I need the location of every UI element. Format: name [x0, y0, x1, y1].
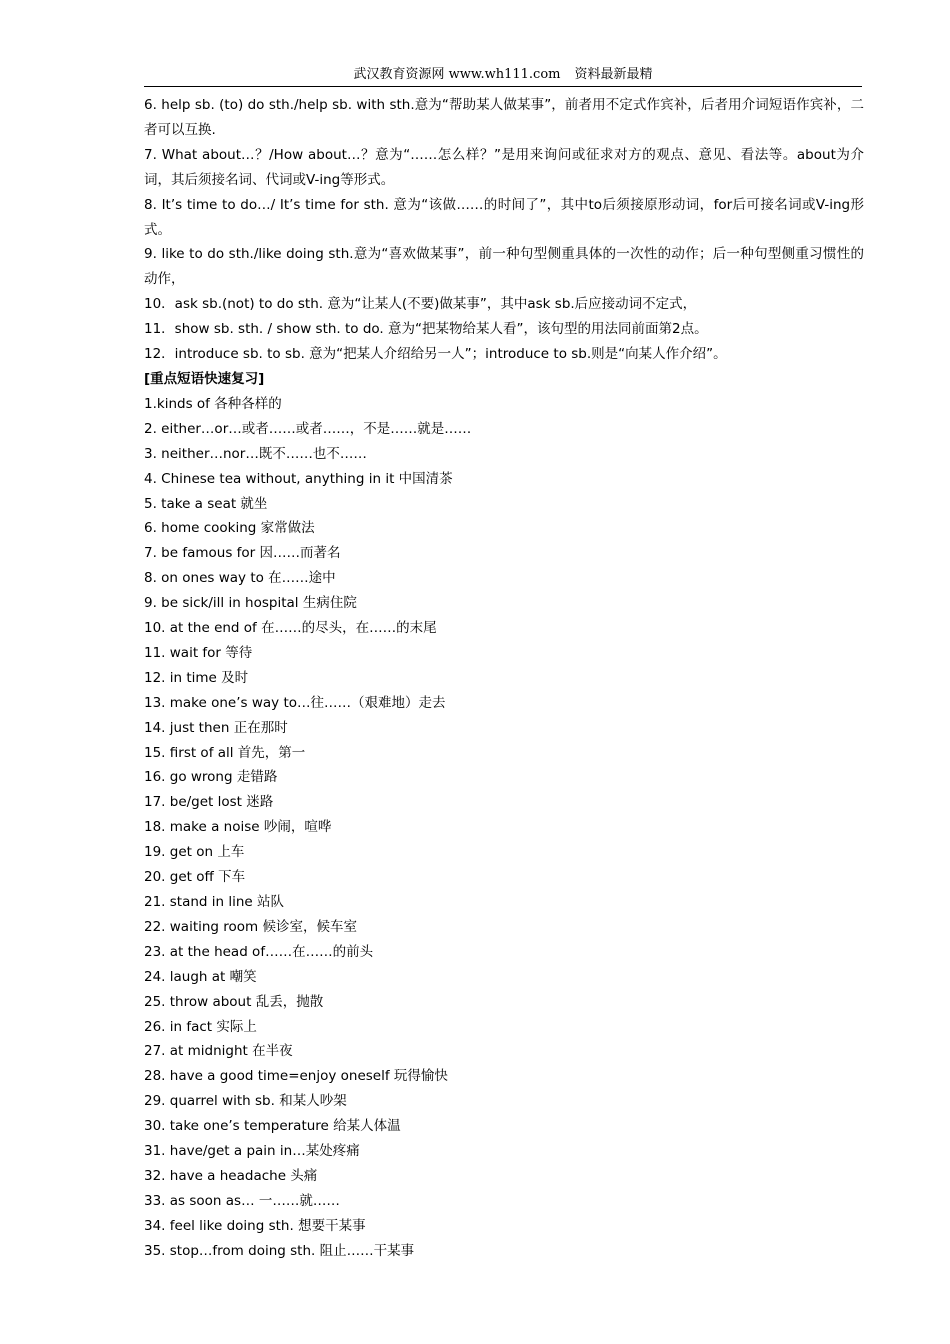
phrase-item: 21. stand in line 站队	[144, 894, 285, 910]
phrase-item: 14. just then 正在那时	[144, 719, 288, 736]
section-title: [重点短语快速复习]	[144, 370, 265, 387]
grammar-note-12: 12．introduce sb. to sb. 意为“把某人介绍给另一人”；introduce to sb.则是“向某人作介绍”。	[144, 346, 727, 363]
grammar-note-8: 8. It’s time to do…/ It’s time for sth. 意为“该做……的时间了”，其中to后须接原形动词，for后可接名词或V-ing形式。	[144, 196, 864, 238]
phrase-item: 16. go wrong 走错路	[144, 769, 278, 786]
phrase-item: 18. make a noise 吵闹，喧哗	[144, 819, 332, 836]
phrase-item: 30. take one’s temperature 给某人体温	[144, 1118, 401, 1135]
phrase-item: 10. at the end of 在……的尽头，在……的末尾	[144, 620, 437, 637]
grammar-note-7: 7. What about…？/How about…？意为“……怎么样？”是用来询问或征求对方的观点、意见、看法等。about为介词，其后须接名词、代词或V-ing等形式。	[144, 146, 864, 188]
phrase-item: 23. at the head of……在……的前头	[144, 943, 374, 960]
document-body	[144, 93, 864, 1264]
phrase-item: 29. quarrel with sb. 和某人吵架	[144, 1093, 347, 1110]
phrase-item: 11. wait for 等待	[144, 644, 253, 661]
phrase-item: 12. in time 及时	[144, 669, 249, 686]
phrase-item: 26. in fact 实际上	[144, 1018, 257, 1035]
phrase-item: 20. get off 下车	[144, 869, 246, 886]
phrase-item: 5. take a seat 就坐	[144, 495, 268, 512]
phrase-item: 8. on ones way to 在……途中	[144, 570, 336, 587]
phrase-item: 28. have a good time=enjoy oneself 玩得愉快	[144, 1068, 448, 1085]
page-header	[144, 66, 862, 87]
phrase-item: 27. at midnight 在半夜	[144, 1043, 293, 1060]
grammar-note-10: 10．ask sb.(not) to do sth. 意为“让某人(不要)做某事”，其中ask sb.后应接动词不定式，	[144, 296, 697, 313]
phrase-item: 13. make one’s way to…往……（艰难地）走去	[144, 694, 446, 711]
phrase-item: 31. have/get a pain in…某处疼痛	[144, 1143, 360, 1160]
phrase-item: 4. Chinese tea without, anything in it 中国清茶	[144, 470, 453, 487]
phrase-item: 32. have a headache 头痛	[144, 1167, 318, 1184]
phrase-item: 34. feel like doing sth. 想要干某事	[144, 1217, 366, 1234]
phrase-item: 2. either…or…或者……或者……，不是……就是……	[144, 420, 472, 437]
phrase-item: 33. as soon as… 一……就……	[144, 1192, 340, 1209]
phrase-item: 3. neither…nor…既不……也不……	[144, 445, 367, 462]
phrase-item: 7. be famous for 因……而著名	[144, 545, 341, 562]
grammar-note-6: 6. help sb. (to) do sth./help sb. with sth.意为“帮助某人做某事”，前者用不定式作宾补，后者用介词短语作宾补，二者可以互换.	[144, 97, 864, 138]
header-site: 武汉教育资源网 www.wh111.com	[353, 67, 561, 82]
phrase-item: 25. throw about 乱丢，抛散	[144, 993, 324, 1010]
grammar-note-9: 9. like to do sth./like doing sth.意为“喜欢做某事”，前一种句型侧重具体的一次性的动作；后一种句型侧重习惯性的动作，	[144, 246, 864, 288]
grammar-notes	[144, 93, 864, 367]
phrase-item: 19. get on 上车	[144, 844, 245, 861]
phrase-item: 6. home cooking 家常做法	[144, 520, 315, 537]
phrase-item: 22. waiting room 候诊室，候车室	[144, 918, 358, 935]
header-slogan: 资料最新最精	[574, 67, 653, 82]
phrase-item: 15. first of all 首先，第一	[144, 744, 306, 761]
phrase-item: 17. be/get lost 迷路	[144, 794, 274, 811]
phrase-item: 35. stop…from doing sth. 阻止……干某事	[144, 1242, 415, 1259]
phrase-list	[144, 392, 864, 1264]
phrase-item: 9. be sick/ill in hospital 生病住院	[144, 595, 357, 612]
phrase-item: 24. laugh at 嘲笑	[144, 968, 257, 985]
grammar-note-11: 11．show sb. sth. / show sth. to do. 意为“把某物给某人看”，该句型的用法同前面第2点。	[144, 321, 708, 338]
phrase-item: 1.kinds of 各种各样的	[144, 395, 282, 412]
